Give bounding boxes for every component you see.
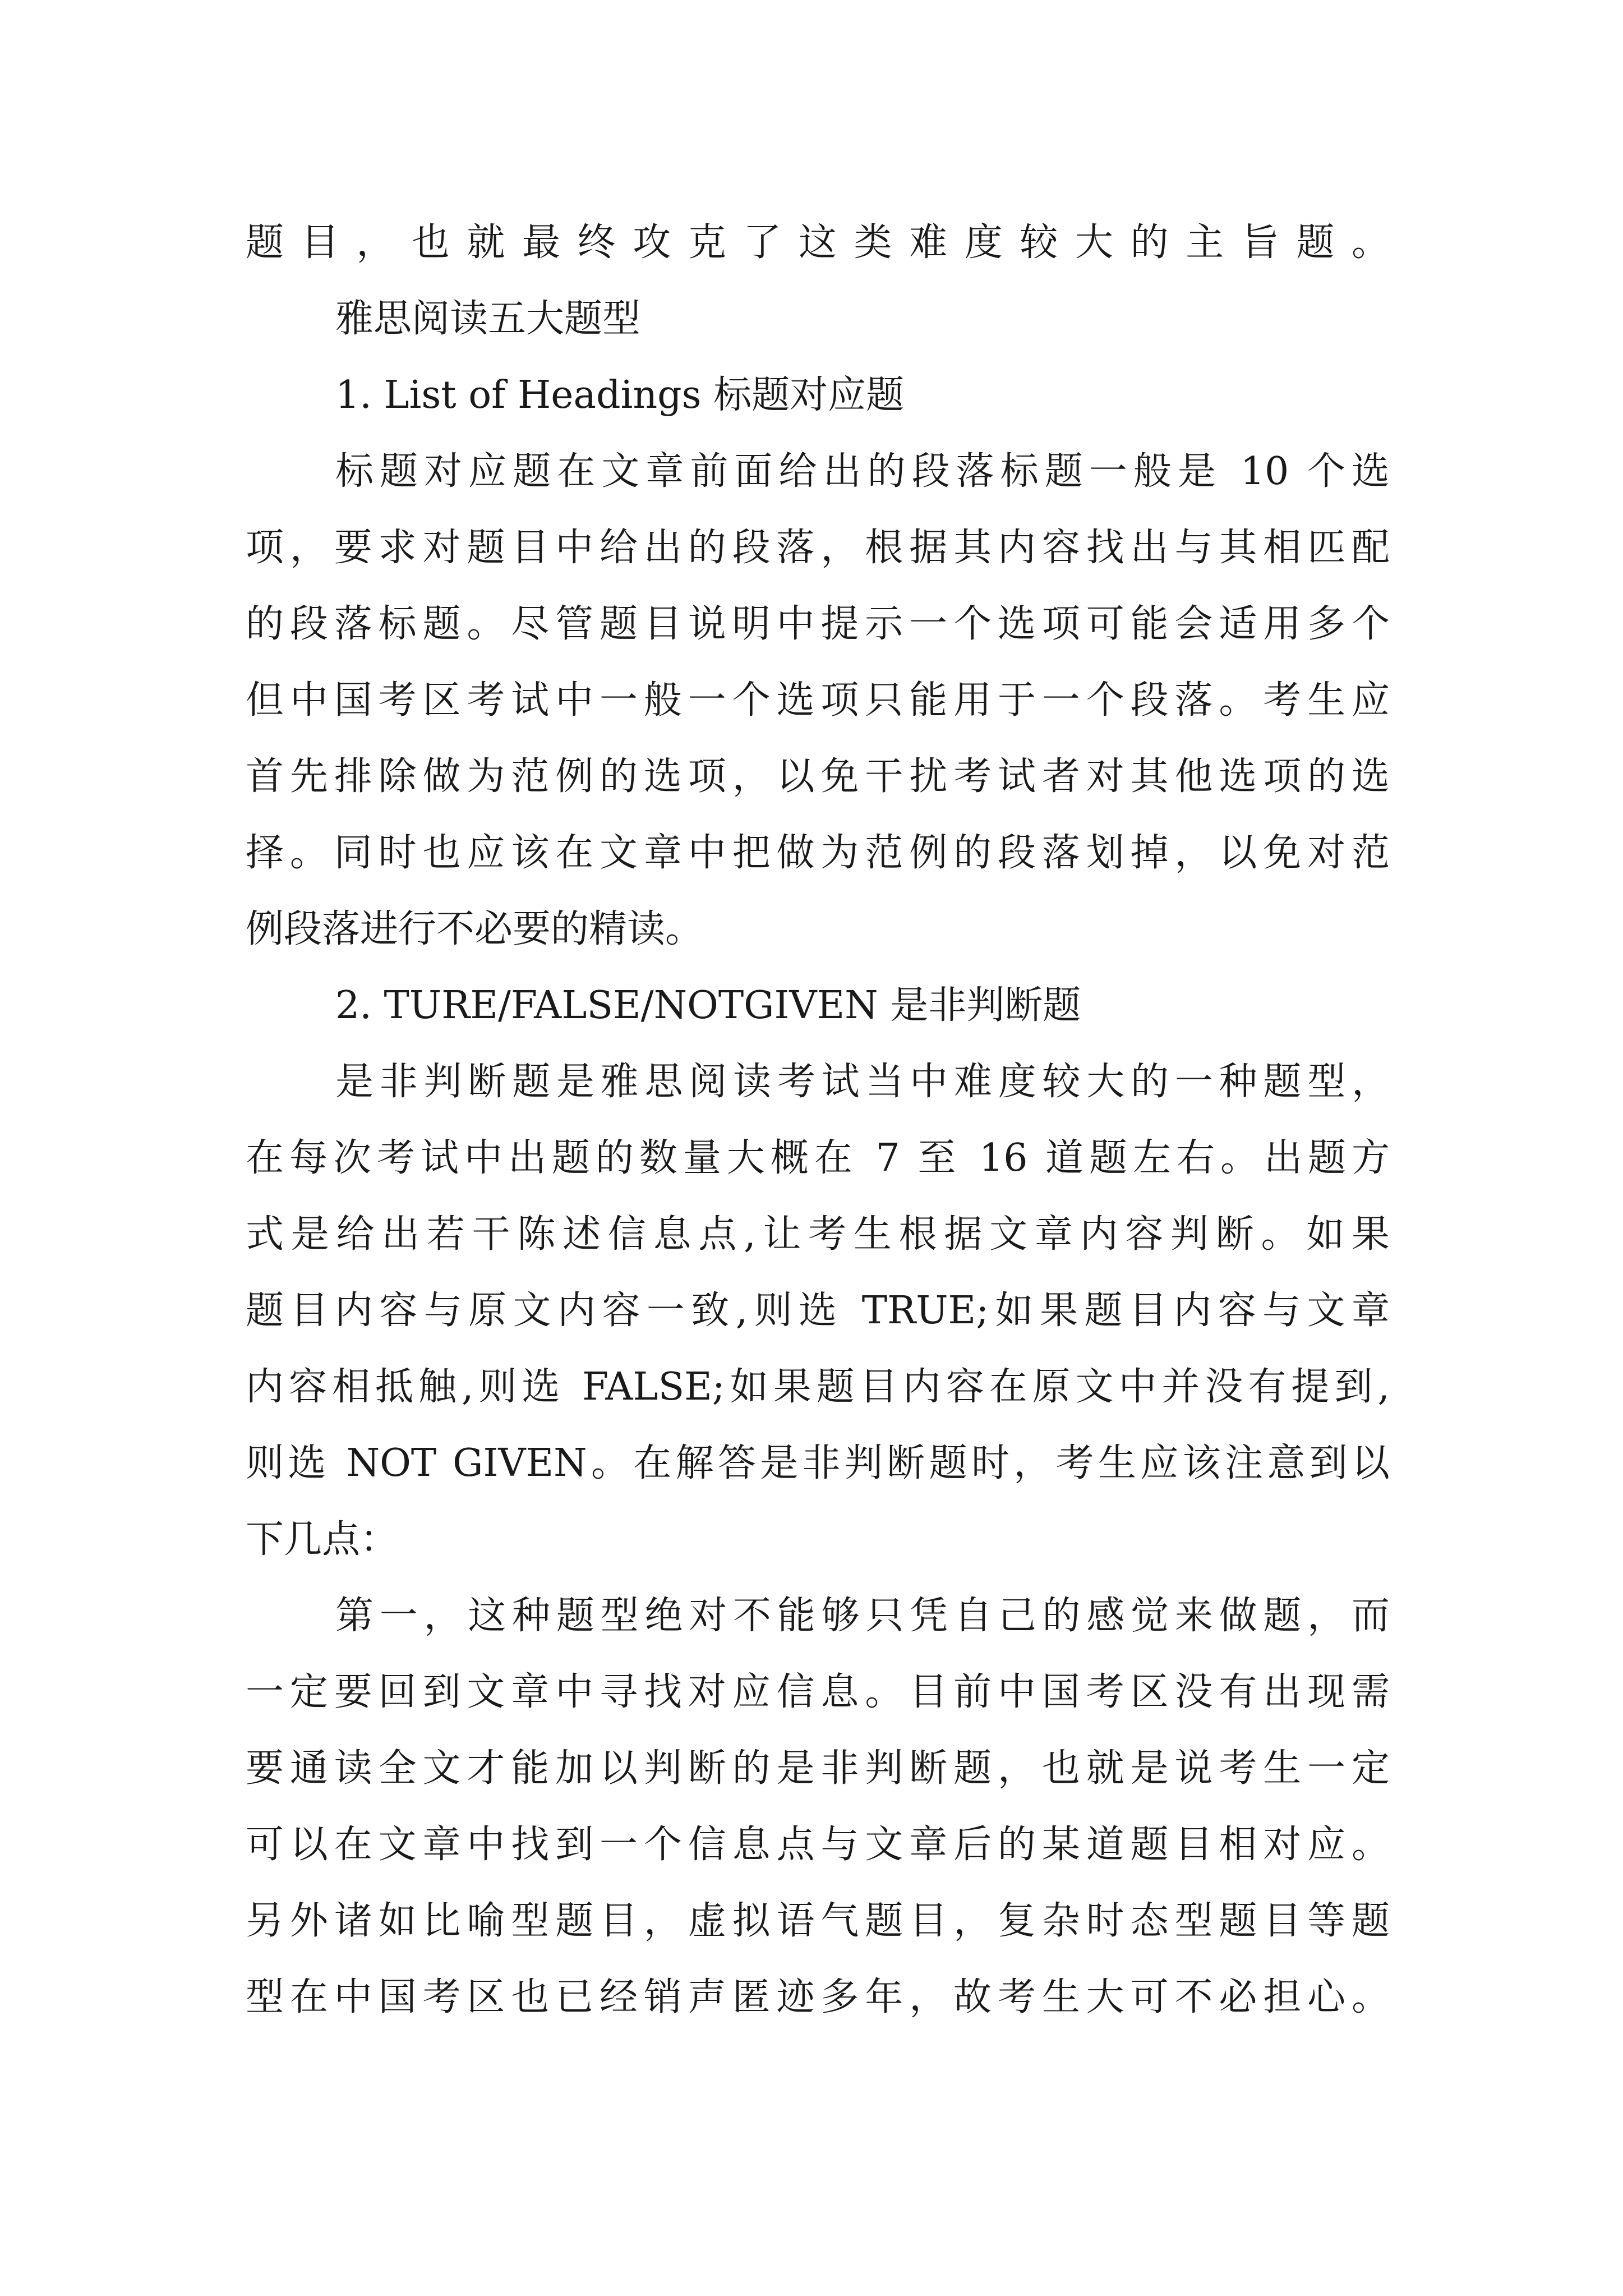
paragraph-line: 一定要回到文章中寻找对应信息。目前中国考区没有出现需 <box>246 1670 1390 1714</box>
paragraph-line: 式是给出若干陈述信息点,让考生根据文章内容判断。如果 <box>246 1212 1390 1257</box>
paragraph-line: 型在中国考区也已经销声匿迹多年，故考生大可不必担心。 <box>246 1975 1390 2019</box>
paragraph-line: 题目，也就最终攻克了这类难度较大的主旨题。 <box>246 220 1390 265</box>
paragraph-line: 内容相抵触,则选 FALSE;如果题目内容在原文中并没有提到, <box>246 1365 1390 1409</box>
paragraph-line: 题目内容与原文内容一致,则选 TRUE;如果题目内容与文章 <box>246 1289 1390 1333</box>
paragraph-line: 标题对应题在文章前面给出的段落标题一般是 10 个选 <box>335 449 1390 494</box>
paragraph-line: 在每次考试中出题的数量大概在 7 至 16 道题左右。出题方 <box>246 1136 1390 1180</box>
paragraph-line: 要通读全文才能加以判断的是非判断题，也就是说考生一定 <box>246 1746 1390 1791</box>
paragraph-line: 是非判断题是雅思阅读考试当中难度较大的一种题型， <box>335 1060 1390 1104</box>
paragraph-line: 但中国考区考试中一般一个选项只能用于一个段落。考生应 <box>246 678 1390 723</box>
paragraph-line: 另外诸如比喻型题目，虚拟语气题目，复杂时态型题目等题 <box>246 1899 1390 1943</box>
paragraph-line: 择。同时也应该在文章中把做为范例的段落划掉，以免对范 <box>246 831 1390 875</box>
paragraph-line: 则选 NOT GIVEN。在解答是非判断题时，考生应该注意到以 <box>246 1441 1390 1485</box>
paragraph-line: 首先排除做为范例的选项，以免干扰考试者对其他选项的选 <box>246 754 1390 799</box>
paragraph-line: 项，要求对题目中给出的段落，根据其内容找出与其相匹配 <box>246 526 1390 570</box>
paragraph-line: 的段落标题。尽管题目说明中提示一个选项可能会适用多个 <box>246 602 1390 646</box>
paragraph-line: 可以在文章中找到一个信息点与文章后的某道题目相对应。 <box>246 1823 1390 1867</box>
section-heading: 雅思阅读五大题型 <box>335 297 641 341</box>
paragraph-line: 例段落进行不必要的精读。 <box>246 907 704 951</box>
subsection-heading: 1. List of Headings 标题对应题 <box>335 373 905 417</box>
subsection-heading: 2. TURE/FALSE/NOTGIVEN 是非判断题 <box>335 983 1081 1028</box>
paragraph-line: 下几点： <box>246 1517 399 1562</box>
paragraph-line: 第一，这种题型绝对不能够只凭自己的感觉来做题，而 <box>335 1594 1390 1638</box>
